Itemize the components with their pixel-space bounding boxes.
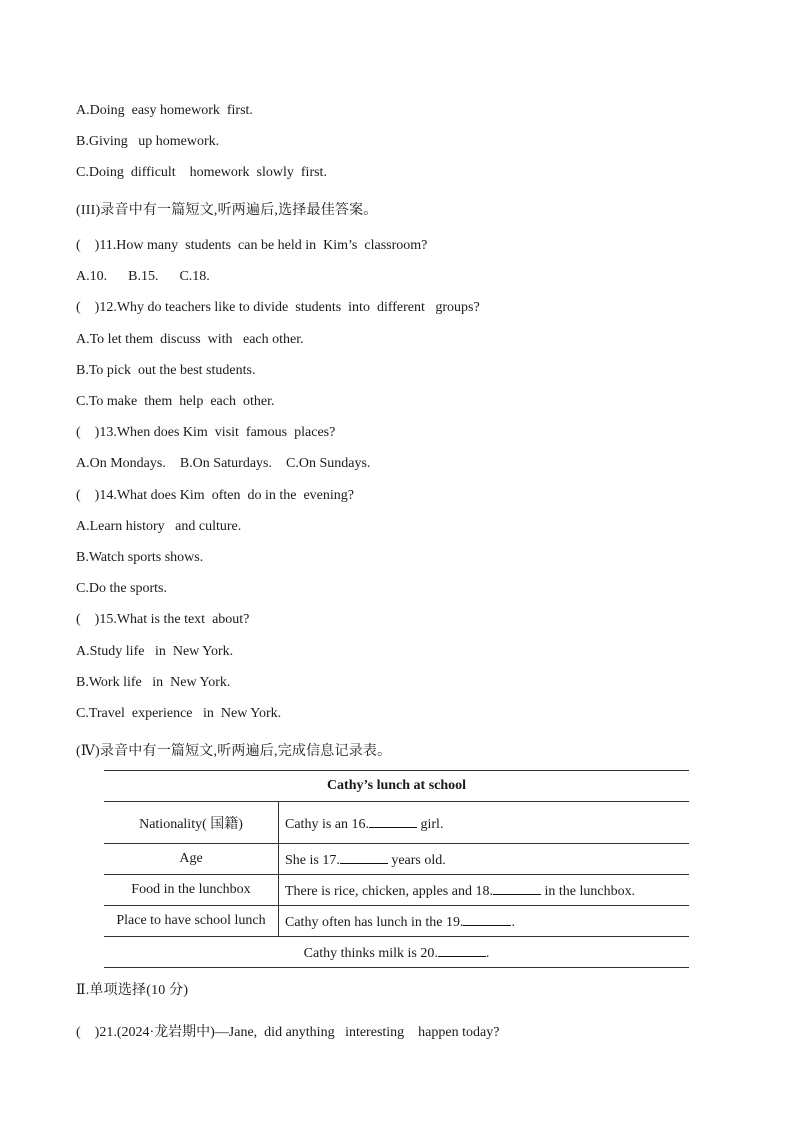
section-ii-heading: Ⅱ.单项选择(10 分) [76, 983, 189, 998]
option-15-b: B.Work life in New York. [76, 675, 231, 690]
question-14: ( )14.What does Kim often do in the evening? [76, 488, 354, 503]
table-row [104, 906, 689, 937]
line-b-giving-up: B.Giving up homework. [76, 134, 220, 149]
row-value-place [279, 906, 690, 937]
question-21: ( )21.(2024·龙岩期中)—Jane, did anything interesting happen today? [76, 1025, 500, 1040]
row-label-place: Place to have school lunch [104, 906, 279, 937]
info-record-table [104, 770, 689, 968]
row-text-post: years old. [387, 853, 446, 868]
answer-blank-18[interactable] [493, 880, 541, 895]
table-row [104, 802, 689, 844]
row-label-age: Age [104, 844, 279, 875]
answer-blank-17[interactable] [340, 849, 388, 864]
table-title: Cathy’s lunch at school [104, 771, 689, 802]
option-12-c: C.To make them help each other. [76, 394, 275, 409]
line-a-doing-easy: A.Doing easy homework first. [76, 103, 253, 118]
option-14-a: A.Learn history and culture. [76, 519, 242, 534]
row-label-food: Food in the lunchbox [104, 875, 279, 906]
option-15-a: A.Study life in New York. [76, 644, 234, 659]
options-13: A.On Mondays. B.On Saturdays. C.On Sundays. [76, 456, 371, 471]
row-value-nationality [279, 802, 690, 844]
table-title-row [104, 771, 689, 802]
row-text-pre: Cathy often has lunch in the 19. [285, 915, 464, 930]
option-14-c: C.Do the sports. [76, 581, 167, 596]
row-value-age [279, 844, 690, 875]
table-row [104, 844, 689, 875]
question-11: ( )11.How many students can be held in Kim’s classroom? [76, 238, 428, 253]
row-text-pre: Cathy is an 16. [285, 816, 369, 832]
row-text-pre: She is 17. [285, 853, 340, 868]
row-label-nationality: Nationality( 国籍) [104, 802, 279, 844]
answer-blank-16[interactable] [369, 813, 417, 828]
option-15-c: C.Travel experience in New York. [76, 706, 282, 721]
row-text-pre: There is rice, chicken, apples and 18. [285, 884, 493, 899]
options-11: A.10. B.15. C.18. [76, 269, 210, 284]
row-text-post: in the lunchbox. [540, 884, 636, 899]
section-iii-heading: (III)录音中有一篇短文,听两遍后,选择最佳答案。 [76, 203, 378, 218]
table-row [104, 875, 689, 906]
question-13: ( )13.When does Kim visit famous places? [76, 425, 336, 440]
question-12: ( )12.Why do teachers like to divide students into different groups? [76, 300, 480, 315]
table-row [104, 937, 689, 968]
option-12-a: A.To let them discuss with each other. [76, 332, 304, 347]
question-15: ( )15.What is the text about? [76, 612, 250, 627]
row-text-post: girl. [417, 816, 444, 832]
option-14-b: B.Watch sports shows. [76, 550, 204, 565]
row-text-pre: Cathy thinks milk is 20. [303, 946, 438, 961]
row-milk [104, 937, 689, 968]
answer-blank-19[interactable] [463, 911, 511, 926]
row-text-post: . [485, 946, 490, 961]
section-iv-heading: (Ⅳ)录音中有一篇短文,听两遍后,完成信息记录表。 [76, 744, 392, 759]
line-c-doing-difficult: C.Doing difficult homework slowly first. [76, 165, 327, 180]
row-text-post: . [511, 915, 515, 930]
option-12-b: B.To pick out the best students. [76, 363, 256, 378]
answer-blank-20[interactable] [438, 942, 486, 957]
row-value-food [279, 875, 690, 906]
